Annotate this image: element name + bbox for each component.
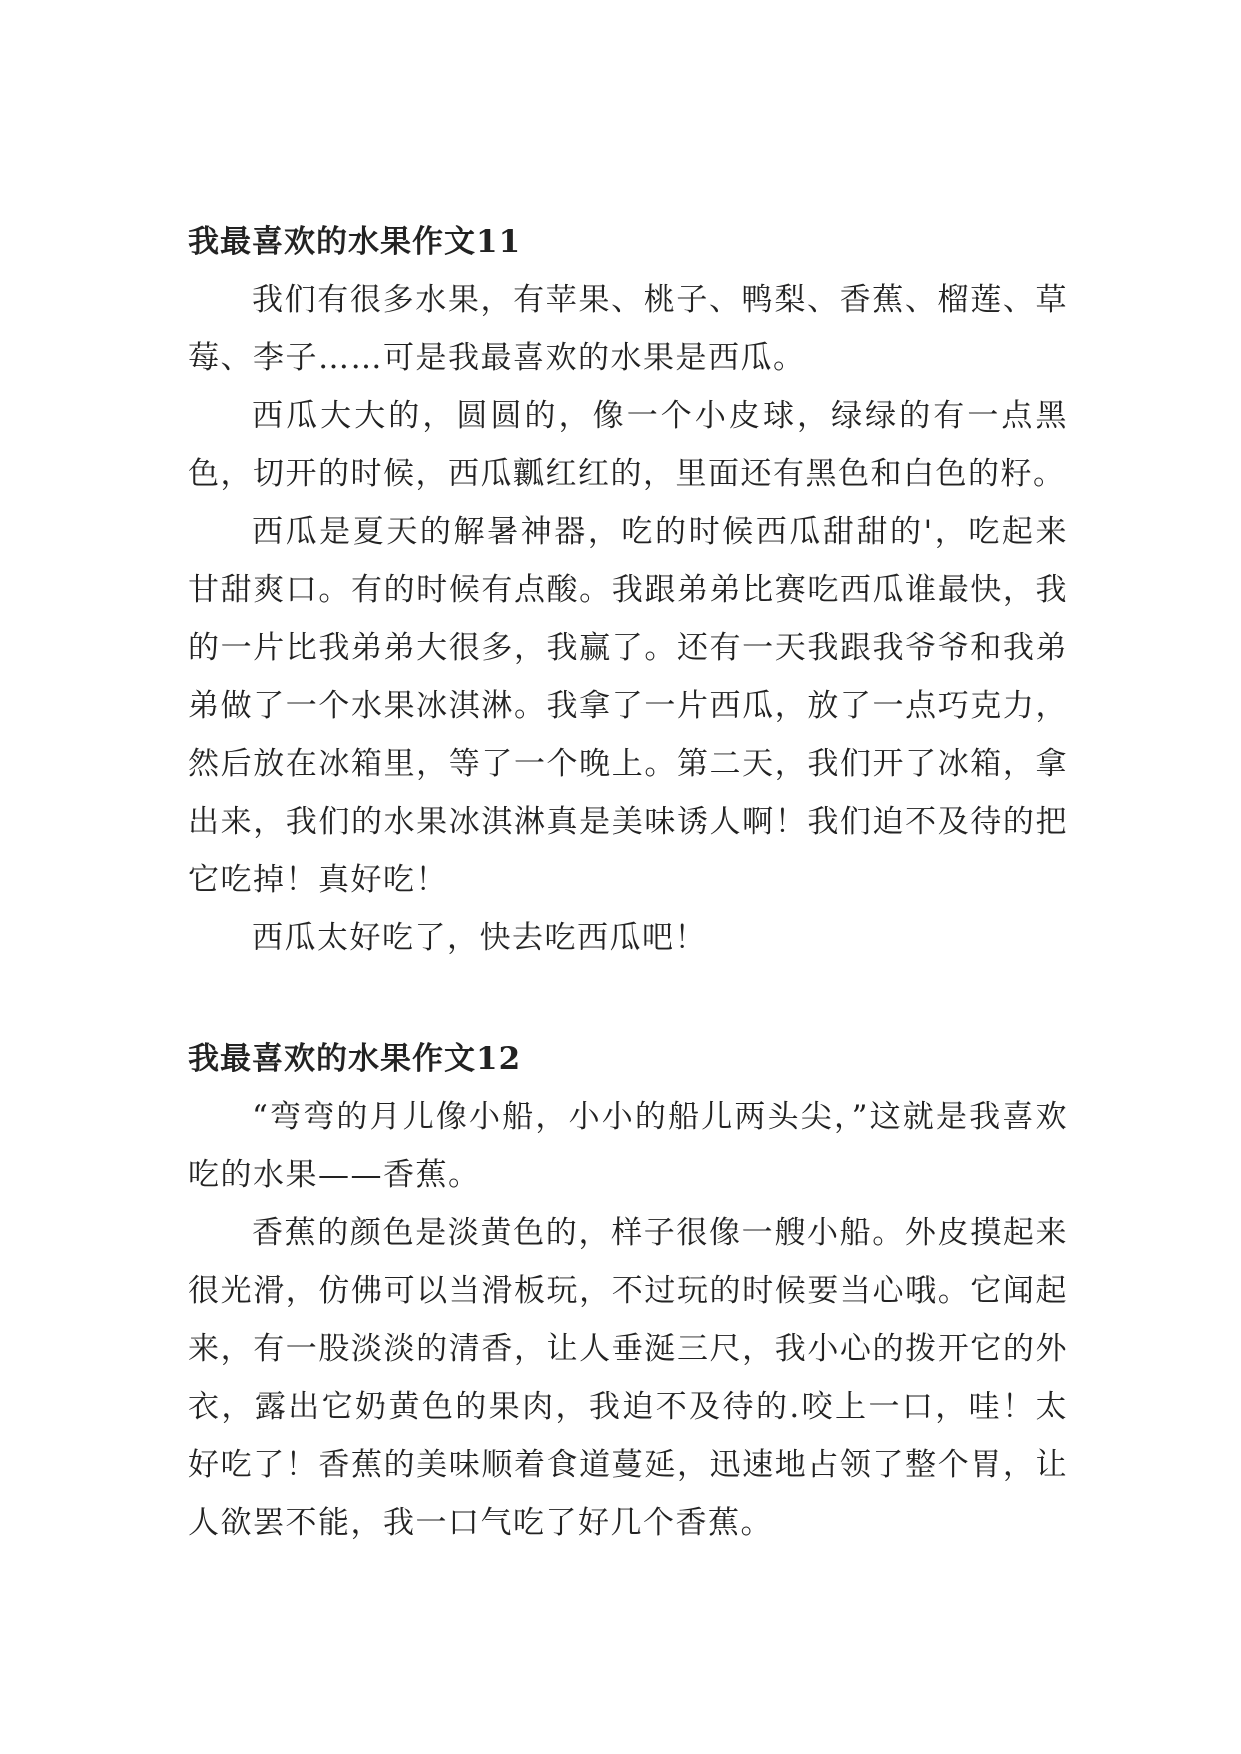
essay-paragraph: “弯弯的月儿像小船，小小的船儿两头尖，”这就是我喜欢吃的水果——香蕉。 bbox=[188, 1099, 1068, 1193]
essay-paragraph: 西瓜是夏天的解暑神器，吃的时候西瓜甜甜的'，吃起来甘甜爽口。有的时候有点酸。我跟弟弟比赛吃西瓜谁最快，我的一片比我弟弟大很多，我赢了。还有一天我跟我爷爷和我弟弟做了一个水果冰淇淋。我拿了一片西瓜，放了一点巧克力，然后放在冰箱里，等了一个晚上。第二天，我们开了冰箱，拿出来，我们的水果冰淇淋真是美味诱人啊！我们迫不及待的把它吃掉！真好吃！ bbox=[188, 514, 1068, 898]
essay-paragraph: 西瓜大大的，圆圆的，像一个小皮球，绿绿的有一点黑色，切开的时候，西瓜瓤红红的，里面还有黑色和白色的籽。 bbox=[188, 398, 1068, 492]
essay-paragraph: 西瓜太好吃了，快去吃西瓜吧！ bbox=[252, 920, 707, 956]
essay-title: 我最喜欢的水果作文12 bbox=[188, 1041, 522, 1077]
essay-paragraph: 香蕉的颜色是淡黄色的，样子很像一艘小船。外皮摸起来很光滑，仿佛可以当滑板玩，不过玩的时候要当心哦。它闻起来，有一股淡淡的清香，让人垂涎三尺，我小心的拨开它的外衣，露出它奶黄色的果肉，我迫不及待的.咬上一口，哇！太好吃了！香蕉的美味顺着食道蔓延，迅速地占领了整个胃，让人欲罢不能，我一口气吃了好几个香蕉。 bbox=[188, 1215, 1068, 1541]
essay-12 bbox=[188, 1030, 1068, 1552]
essay-paragraph: 我们有很多水果，有苹果、桃子、鸭梨、香蕉、榴莲、草莓、李子……可是我最喜欢的水果是西瓜。 bbox=[188, 282, 1068, 376]
essay-11 bbox=[188, 213, 1068, 967]
essay-title: 我最喜欢的水果作文11 bbox=[188, 224, 522, 260]
